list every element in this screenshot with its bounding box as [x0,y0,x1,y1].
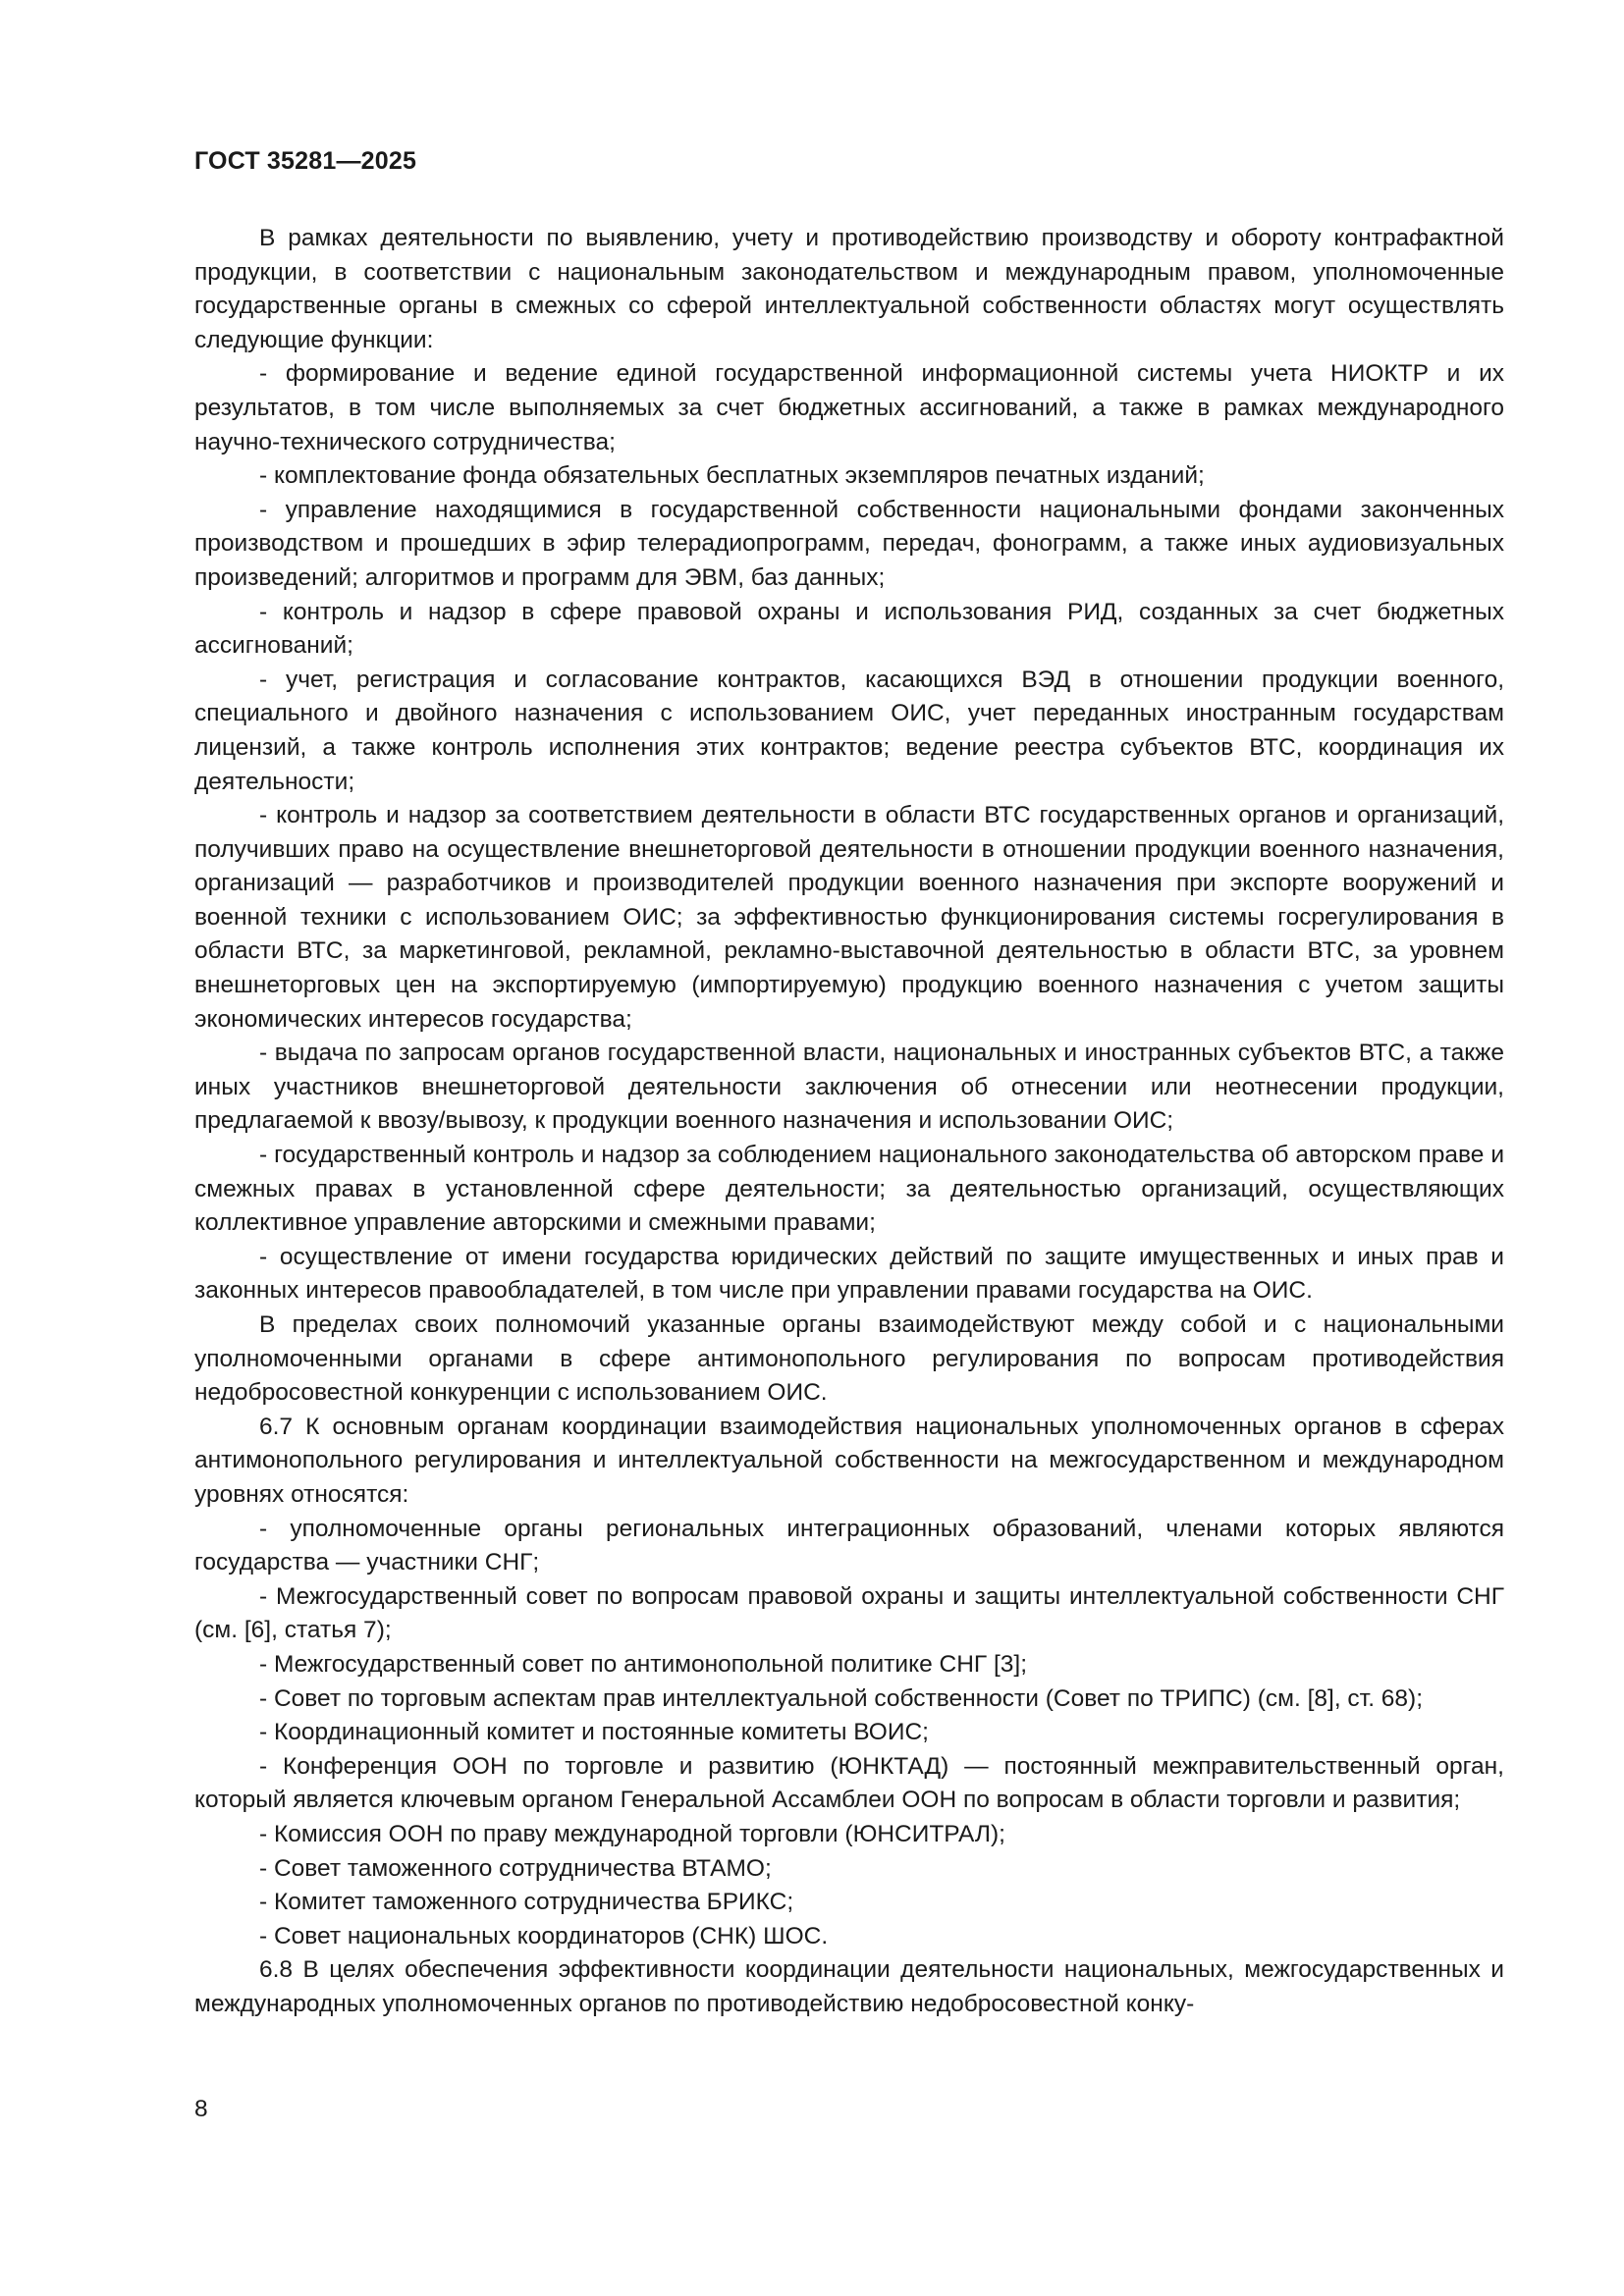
list-item: - комплектование фонда обязательных бесплатных экземпляров печатных изданий; [259,462,1205,490]
list-item: - Совет национальных координаторов (СНК) ШОС. [259,1922,829,1949]
paragraph-intro: В рамках деятельности по выявлению, учету и противодействию производству и обороту контрафактной продукции, в соответствии с национальным законодательством и международным правом, уполномоченные государственные органы в смежных со сферой интеллектуальной собственности областях могут осуществлять следующие функции: [194,225,1504,353]
list-item: - Комиссия ООН по праву международной торговли (ЮНСИТРАЛ); [259,1820,1005,1847]
list-item: - уполномоченные органы региональных интеграционных образований, членами которых являются государства — участники СНГ; [194,1515,1504,1576]
list-item: - Конференция ООН по торговле и развитию (ЮНКТАД) — постоянный межправительственный орган, который является ключевым органом Генеральной Ассамблеи ООН по вопросам в области торговли и развития; [194,1752,1504,1814]
document-header: ГОСТ 35281—2025 [194,147,417,175]
section-6-7: 6.7 К основным органам координации взаимодействия национальных уполномоченных органов в сферах антимонопольного регулирования и интеллектуальной собственности на межгосударственном и международном уровнях относятся: [194,1413,1504,1508]
list-item: - Межгосударственный совет по антимонопольной политике СНГ [3]; [259,1650,1028,1678]
list-item: - Совет таможенного сотрудничества ВТАМО; [259,1854,772,1882]
list-item: - государственный контроль и надзор за соблюдением национального законодательства об авторском праве и смежных правах в установленной сфере деятельности; за деятельностью организаций, осуществляющих коллективное управление авторскими и смежными правами; [194,1142,1504,1237]
list-item: - учет, регистрация и согласование контрактов, касающихся ВЭД в отношении продукции военного, специального и двойного назначения с использованием ОИС, учет переданных иностранным государствам лицензий, а также контроль исполнения этих контрактов; ведение реестра субъектов ВТС, координация их деятельности; [194,666,1504,795]
list-item: - выдача по запросам органов государственной власти, национальных и иностранных субъектов ВТС, а также иных участников внешнеторговой деятельности заключения об отнесении или неотнесении продукции, предлагаемой к ввозу/вывозу, к продукции военного назначения и использовании ОИС; [194,1040,1504,1135]
list-item: - контроль и надзор за соответствием деятельности в области ВТС государственных органов и организаций, получивших право на осуществление внешнеторговой деятельности в отношении продукции военного назначения, организаций — разработчиков и производителей продукции военного назначения при экспорте вооружений и военной техники с использованием ОИС; за эффективностью функционирования системы госрегулирования в области ВТС, за маркетинговой, рекламной, рекламно-выставочной деятельностью в области ВТС, за уровнем внешнеторговых цен на экспортируемую (импортируемую) продукцию военного назначения с учетом защиты экономических интересов государства; [194,802,1504,1033]
list-item: - Комитет таможенного сотрудничества БРИКС; [259,1889,794,1916]
list-item: - осуществление от имени государства юридических действий по защите имущественных и иных прав и законных интересов правообладателей, в том числе при управлении правами государства на ОИС. [194,1243,1504,1305]
list-item: - контроль и надзор в сфере правовой охраны и использования РИД, созданных за счет бюджетных ассигнований; [194,598,1504,660]
page-number: 8 [194,2096,208,2122]
paragraph: В пределах своих полномочий указанные органы взаимодействуют между собой и с национальными уполномоченными органами в сфере антимонопольного регулирования по вопросам противодействия недобросовестной конкуренции с использованием ОИС. [194,1311,1504,1407]
list-item: - формирование и ведение единой государственной информационной системы учета НИОКТР и их результатов, в том числе выполняемых за счет бюджетных ассигнований, а также в рамках международного научно-технического сотрудничества; [194,360,1504,455]
list-item: - Межгосударственный совет по вопросам правовой охраны и защиты интеллектуальной собственности СНГ (см. [6], статья 7); [194,1582,1504,1644]
list-item: - управление находящимися в государственной собственности национальными фондами законченных производством и прошедших в эфир телерадиопрограмм, передач, фонограмм, а также иных аудиовизуальных произведений; алгоритмов и программ для ЭВМ, баз данных; [194,496,1504,591]
list-item: - Совет по торговым аспектам прав интеллектуальной собственности (Совет по ТРИПС) (см. [8], ст. 68); [259,1684,1424,1712]
list-item: - Координационный комитет и постоянные комитеты ВОИС; [259,1719,929,1746]
document-body [194,222,1504,2021]
section-6-8: 6.8 В целях обеспечения эффективности координации деятельности национальных, межгосударственных и международных уполномоченных органов по противодействию недобросовестной конку- [194,1956,1504,2017]
